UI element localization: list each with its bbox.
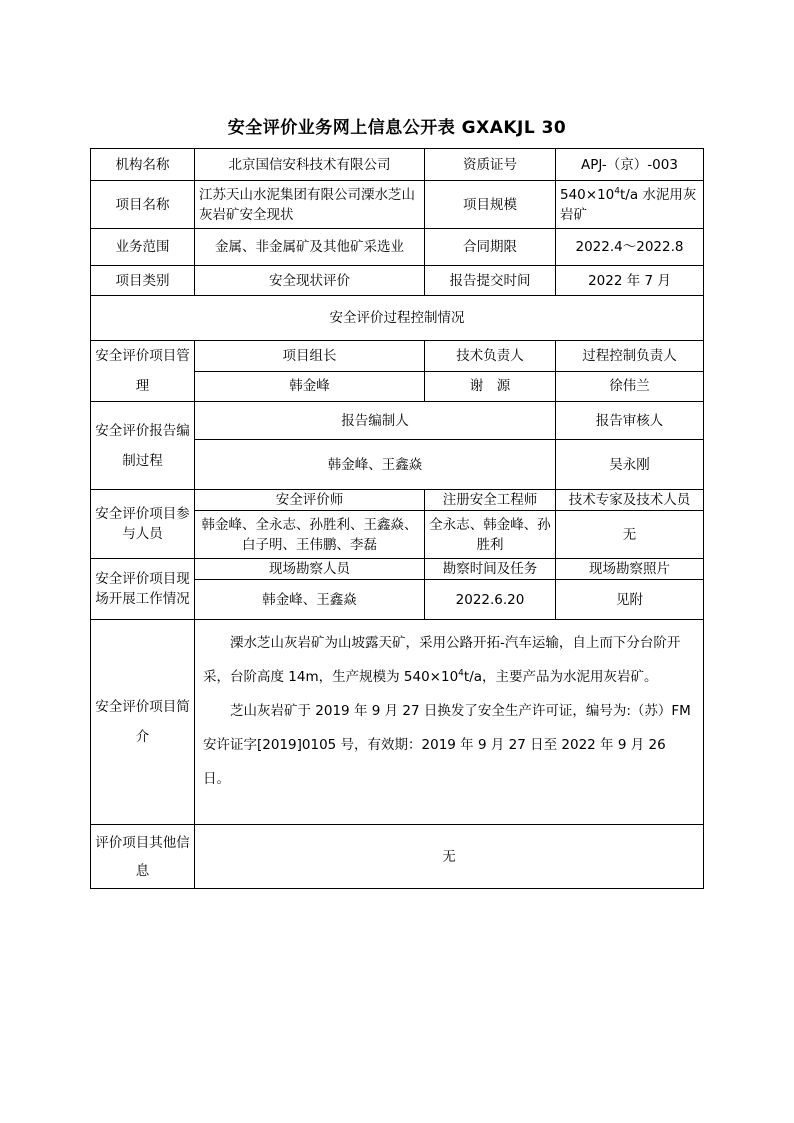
report-label: 安全评价报告编制过程 xyxy=(91,402,195,490)
contract-label: 合同期限 xyxy=(425,229,556,266)
participants-label: 安全评价项目参与人员 xyxy=(91,490,195,559)
org-value: 北京国信安科技术有限公司 xyxy=(195,149,425,181)
intro-text xyxy=(195,620,704,825)
time-value: 2022.6.20 xyxy=(425,580,556,620)
org-label: 机构名称 xyxy=(91,149,195,181)
scope-label: 业务范围 xyxy=(91,229,195,266)
scale-value: $540\times 10^4t/a$ 水泥用灰岩矿 xyxy=(556,181,704,229)
tech-label: 技术负责人 xyxy=(425,341,556,372)
project-label: 项目名称 xyxy=(91,181,195,229)
submit-value: 2022 年 7 月 xyxy=(556,266,704,296)
intro-label: 安全评价项目简介 xyxy=(91,620,195,825)
type-value: 安全现状评价 xyxy=(195,266,425,296)
submit-label: 报告提交时间 xyxy=(425,266,556,296)
reviewer-value: 吴永刚 xyxy=(556,440,704,490)
cert-value: APJ-（京）-003 xyxy=(556,149,704,181)
tech-value: 谢 源 xyxy=(425,371,556,402)
project-value: 江苏天山水泥集团有限公司溧水芝山灰岩矿安全现状 xyxy=(195,181,425,229)
engineers-value: 全永志、韩金峰、孙胜利 xyxy=(425,511,556,559)
staff-value: 韩金峰、王鑫焱 xyxy=(195,580,425,620)
experts-value: 无 xyxy=(556,511,704,559)
cert-label: 资质证号 xyxy=(425,149,556,181)
writer-value: 韩金峰、王鑫焱 xyxy=(195,440,556,490)
staff-label: 现场勘察人员 xyxy=(195,559,425,580)
evaluators-value: 韩金峰、全永志、孙胜利、王鑫焱、白子明、王伟鹏、李磊 xyxy=(195,511,425,559)
other-value: 无 xyxy=(195,825,704,889)
control-value: 徐伟兰 xyxy=(556,371,704,402)
process-header: 安全评价过程控制情况 xyxy=(91,296,704,341)
writer-label: 报告编制人 xyxy=(195,402,556,440)
other-label: 评价项目其他信息 xyxy=(91,825,195,889)
management-label: 安全评价项目管理 xyxy=(91,341,195,402)
type-label: 项目类别 xyxy=(91,266,195,296)
engineer-label: 注册安全工程师 xyxy=(425,490,556,511)
site-label: 安全评价项目现场开展工作情况 xyxy=(91,559,195,620)
intro-paragraph-2: 芝山灰岩矿于 2019 年 9 月 27 日换发了安全生产许可证，编号为:（苏）FM 安许证字[2019]0105 号，有效期：2019 年 9 月 27 日至 2022 年 9 月 26 日。 xyxy=(203,703,691,787)
info-table xyxy=(90,148,704,889)
intro-paragraph-1: 溧水芝山灰岩矿为山坡露天矿，采用公路开拓-汽车运输，自上而下分台阶开采，台阶高度 14m，生产规模为 $540\times 10^4t/a$，主要产品为水泥用灰岩矿。 xyxy=(203,635,681,685)
photo-value: 见附 xyxy=(556,580,704,620)
scope-value: 金属、非金属矿及其他矿采选业 xyxy=(195,229,425,266)
page-title: 安全评价业务网上信息公开表 GXAKJL 30 xyxy=(227,118,567,138)
time-label: 勘察时间及任务 xyxy=(425,559,556,580)
evaluator-label: 安全评价师 xyxy=(195,490,425,511)
control-label: 过程控制负责人 xyxy=(556,341,704,372)
contract-value: 2022.4～2022.8 xyxy=(556,229,704,266)
photo-label: 现场勘察照片 xyxy=(556,559,704,580)
reviewer-label: 报告审核人 xyxy=(556,402,704,440)
leader-value: 韩金峰 xyxy=(195,371,425,402)
expert-label: 技术专家及技术人员 xyxy=(556,490,704,511)
scale-label: 项目规模 xyxy=(425,181,556,229)
leader-label: 项目组长 xyxy=(195,341,425,372)
